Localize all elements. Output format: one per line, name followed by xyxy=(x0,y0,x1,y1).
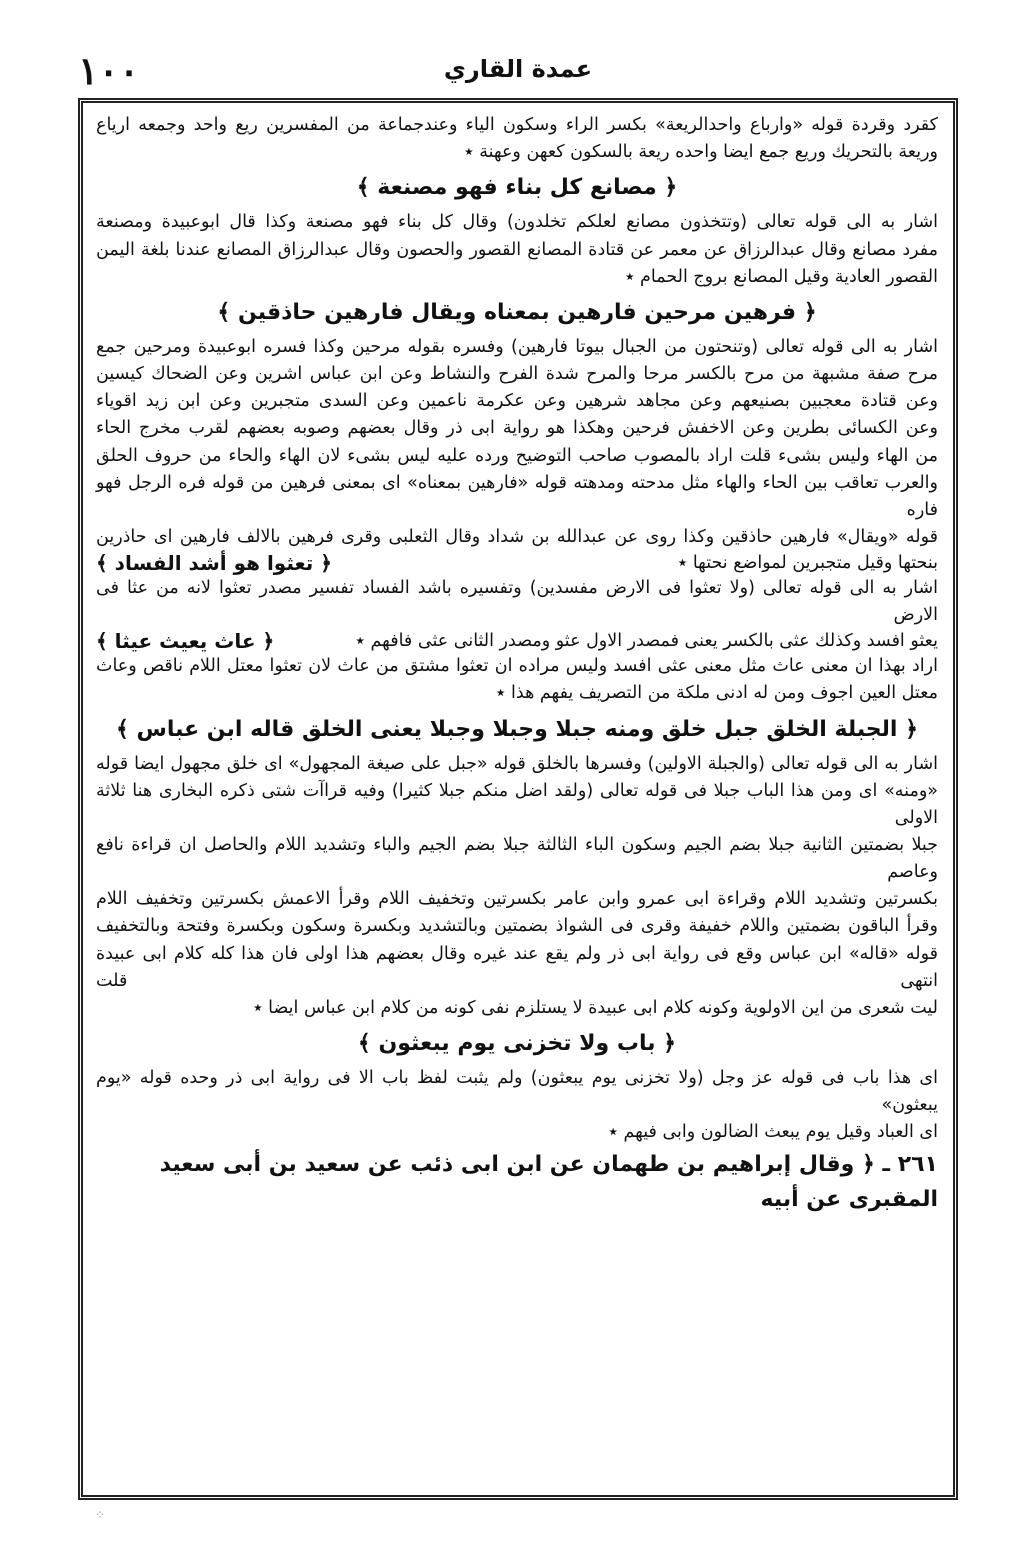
text-line: اشار به الى قوله تعالى (وتنحتون من الجبال بيوتا فارهين) وفسره بقوله مرحين وكذا فسره ابوعبيدة ومرحين جمع xyxy=(96,337,938,357)
text-line: «ومنه» اى ومن هذا الباب جبلا فى قوله تعالى (ولقد اضل منكم جبلا كثيرا) وفيه قراآت شتى ذكره البخارى هنا ثلاثة الاولى xyxy=(96,780,938,828)
section-heading: ﴿ فرهين مرحين فارهين بمعناه ويقال فارهين حاذقين ﴾ xyxy=(217,299,817,325)
page-number: ١٠٠ xyxy=(78,48,140,93)
text-line: قوله «ويقال» فارهين حاذقين وكذا روى عن عبدالله بن شداد وقال الثعلبى وقرى فرهين بالالف فارهين اى حاذرين xyxy=(96,526,938,547)
text-with-heading-line xyxy=(96,629,938,653)
text-line: بكسرتين وتشديد اللام وقراءة ابى عمرو وابن عامر بكسرتين وتخفيف اللام وقرأ الاعمش بكسرتين وتخفيف اللام xyxy=(96,889,938,910)
text-line: مرح صفة مشبهة من مرح بالكسر مرحا والمرح شدة الفرح والنشاط وعن ابن عباس اشرين وعن الضحاك كيسين xyxy=(96,364,938,385)
hadith-opening-line: ٢٦١ ـ ﴿ وقال إبراهيم بن طهمان عن ابن ابى ذئب عن سعيد بن أبى سعيد المقبرى عن أبيه xyxy=(159,1151,938,1212)
text-line: جبلا بضمتين الثانية جبلا بضم الجيم وسكون الباء الثالثة جبلا بضم الجيم والباء وتشديد اللام والحاصل ان قراءة نافع وعاصم xyxy=(96,835,938,883)
text-line: اشار به الى قوله تعالى (ولا تعثوا فى الارض مفسدين) وتفسيره باشد الفساد تفسير مصدر تعثوا لانه من عثا فى الارض xyxy=(96,578,938,626)
section-heading: ﴿ مصانع كل بناء فهو مصنعة ﴾ xyxy=(356,175,678,201)
text-line: القصور العادية وقيل المصانع بروج الحمام ٭ xyxy=(624,266,938,287)
text-line: كقرد وقردة قوله «وارباع واحدالريعة» بكسر الراء وسكون الياء وعندجماعة من المفسرين ريع واحد وجمعه ارياع xyxy=(96,115,938,135)
text-line: اراد بهذا ان معنى عاث مثل معنى عثى افسد وليس مراده ان تعثوا مشتق من عاث لان تعثوا معتل اللام ناقص وعاث xyxy=(96,656,938,677)
text-line: اى العباد وقيل يوم يبعث الضالون وابى فيهم ٭ xyxy=(608,1122,938,1143)
section-heading: ﴿ عاث يعيث عيثا ﴾ xyxy=(96,629,275,654)
text-line: وعن قتادة معجبين بصنيعهم وعن مجاهد شرهين وعن عكرمة ناعمين وعن السدى متجبرين وعن ابن زيد اقوياء xyxy=(96,391,938,412)
text-with-heading-line xyxy=(96,551,938,575)
text-line: وقرأ الباقون بضمتين واللام خفيفة وقرى فى الشواذ بضمتين وبالتشديد وبكسرة وسكون وبكسرة وفتحة وبالتخفيف xyxy=(96,916,938,937)
text-line: يعثو افسد وكذلك عثى بالكسر يعنى فمصدر الاول عثو ومصدر الثانى عثى فافهم ٭ xyxy=(355,631,938,652)
text-line: قوله «قاله» ابن عباس وقع فى رواية ابى ذر ولم يقع عند غيره وقال بعضهم هذا اولى فان هذا كله كلام ابى عبيدة انتهى قلت xyxy=(96,943,938,991)
text-line: اشار به الى قوله تعالى (وتتخذون مصانع لعلكم تخلدون) وقال كل بناء فهو مصنعة وكذا قال ابوعبيدة ومصنعة xyxy=(96,212,938,233)
text-line: اى هذا باب فى قوله عز وجل (ولا تخزنى يوم يبعثون) ولم يثبت لفظ باب الا فى رواية ابى ذر وحده قوله «يوم يبعثون» xyxy=(96,1068,938,1116)
text-line: وعن الكسائى بطرين وعن الاخفش فرحين وهكذا هو رواية ابى ذر وقال بعضهم وصوبه بعضهم لقرب مخرج الحاء xyxy=(96,418,938,439)
page-header xyxy=(78,48,958,93)
running-title: عمدة القاري xyxy=(443,55,593,83)
section-heading: ﴿ الجبلة الخلق جبل خلق ومنه جبلا وجبلا وجبلا يعنى الخلق قاله ابن عباس ﴾ xyxy=(115,716,919,742)
text-line: والعرب تعاقب بين الحاء والهاء مثل مدحته ومدهته قوله «فارهين بمعناه» اى بمعنى فرهين من قوله فره الرجل فهو فاره xyxy=(96,472,938,520)
section-heading: ﴿ باب ولا تخزنى يوم يبعثون ﴾ xyxy=(357,1030,677,1056)
scan-smudge: ⁘ xyxy=(95,1508,106,1522)
text-line: مفرد مصانع وقال عبدالرزاق عن معمر عن قتادة المصانع القصور والحصون وقال عبدالرزاق المصانع عندنا بلغة اليمن xyxy=(96,239,938,260)
text-line: اشار به الى قوله تعالى (والجبلة الاولين) وفسرها بالخلق قوله «جبل على صيغة المجهول» اى خلق مجهول ايضا قوله xyxy=(96,753,938,774)
page-body xyxy=(96,112,938,1492)
text-line: وريعة بالتحريك وريع جمع ايضا واحده ريعة بالسكون كعهن وعهنة ٭ xyxy=(464,142,938,163)
text-line: معتل العين اجوف ومن له ادنى ملكة من التصريف يفهم هذا ٭ xyxy=(495,683,938,704)
text-line: بنحتها وقيل متجبرين لمواضع نحتها ٭ xyxy=(677,553,938,573)
text-line: من الهاء وليس بشىء قلت اراد بالمصوب صاحب التوضيح ورده عليه ليس بشىء لان الهاء والحاء من حروف الحلق xyxy=(96,445,938,466)
section-heading: ﴿ تعثوا هو أشد الفساد ﴾ xyxy=(96,551,332,575)
text-line: ليت شعرى من اين الاولوية وكونه كلام ابى عبيدة لا يستلزم نفى كونه من كلام ابن عباس ايضا ٭ xyxy=(253,997,938,1018)
